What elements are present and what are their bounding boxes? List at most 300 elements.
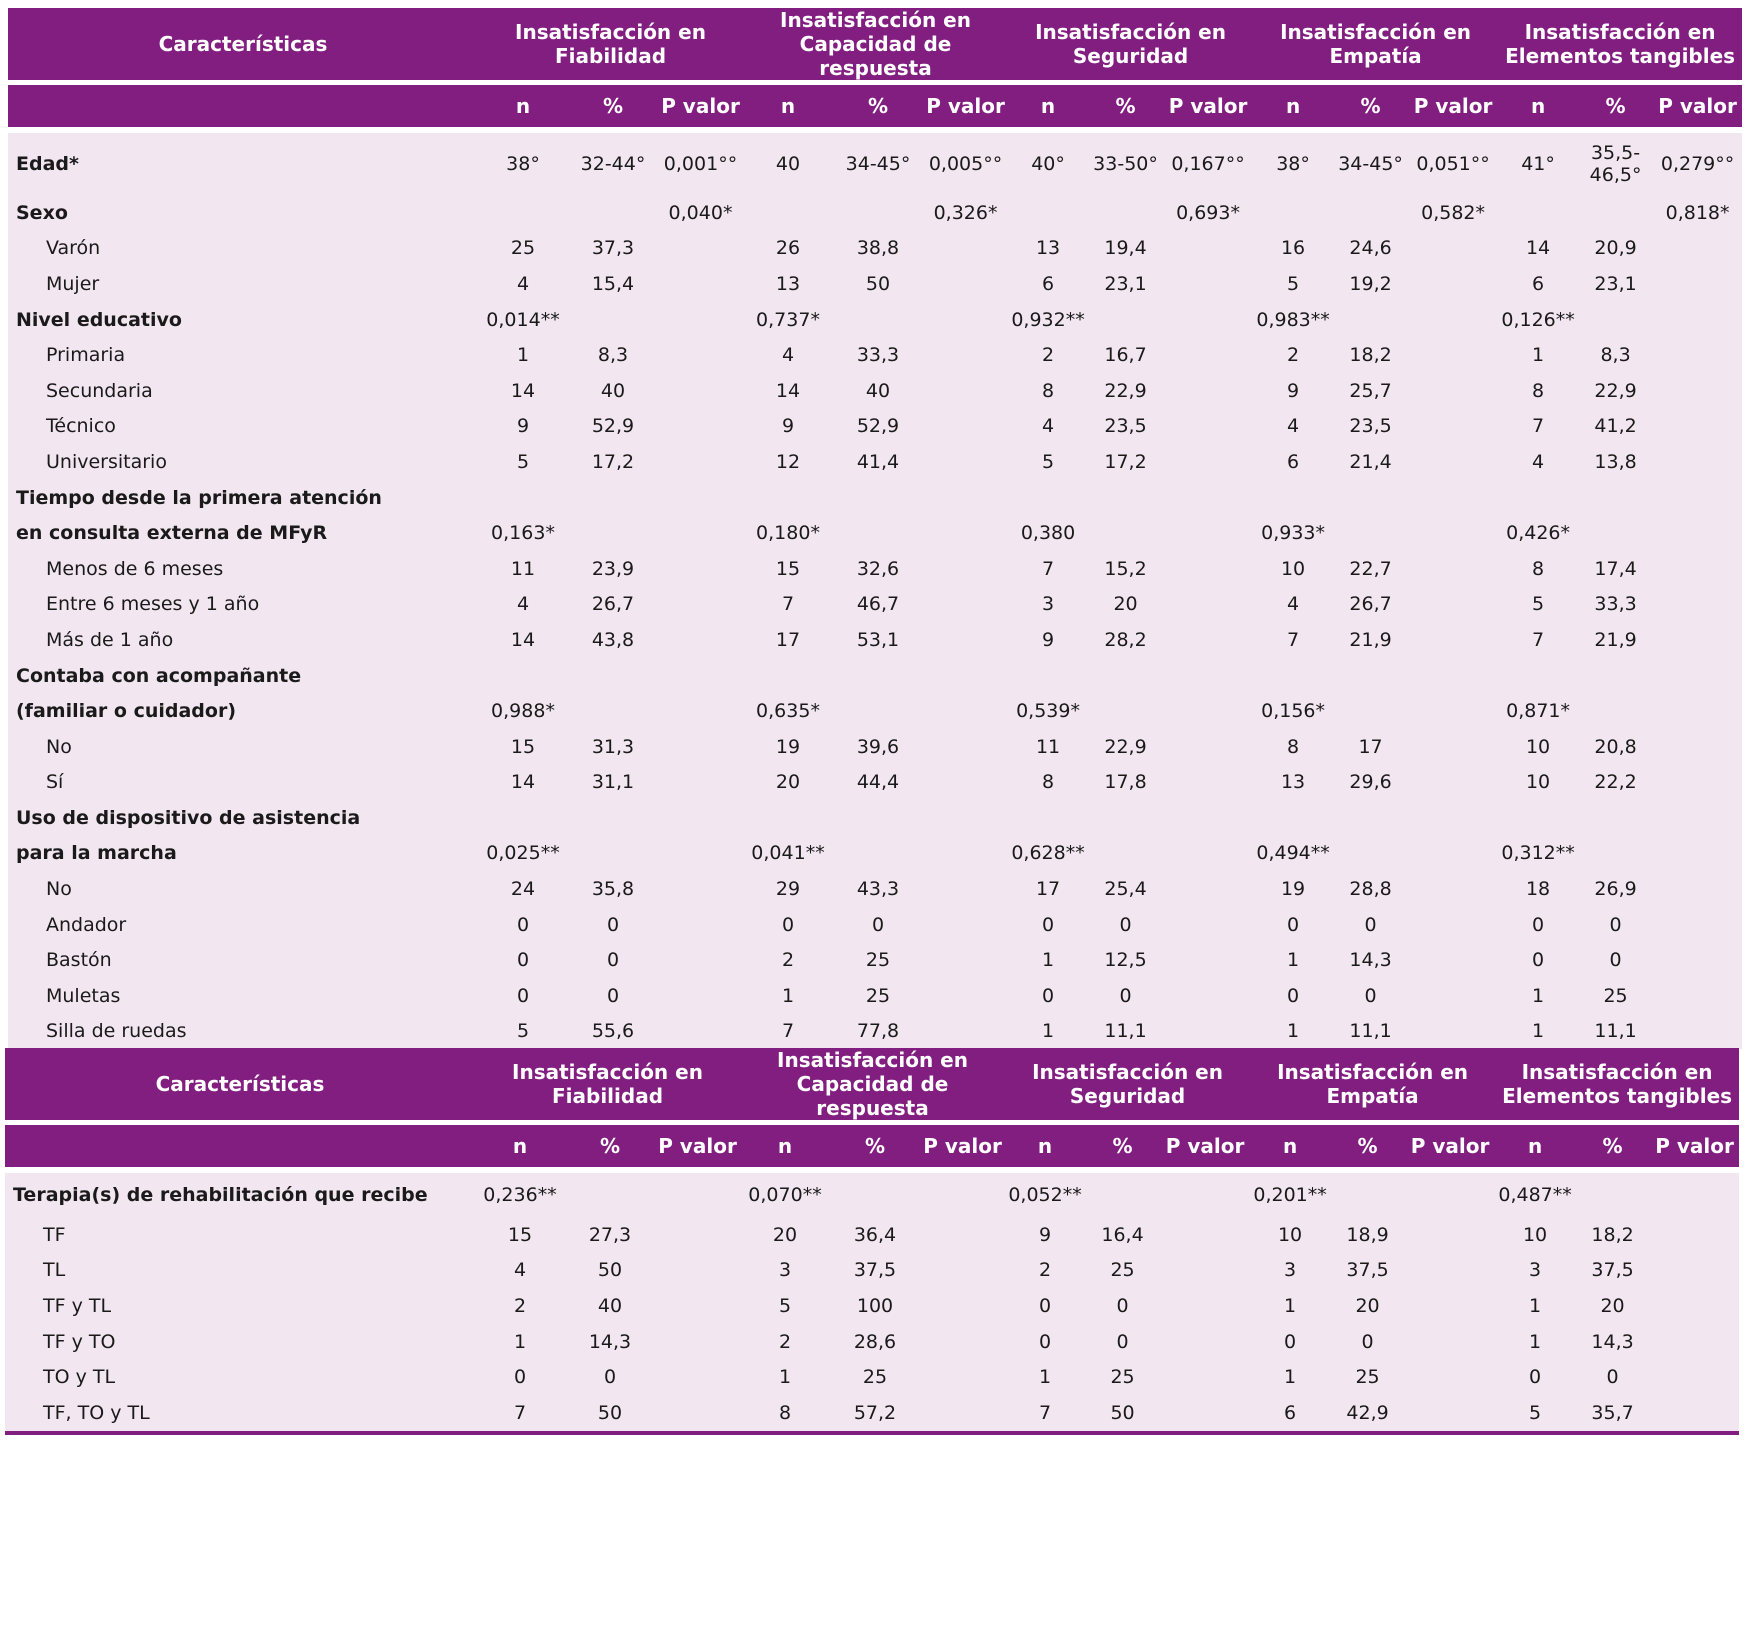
table-cell: 14,3 bbox=[565, 1324, 655, 1360]
table-cell: 6 bbox=[1498, 266, 1578, 302]
table-cell: 25 bbox=[1330, 1359, 1405, 1395]
table-row bbox=[8, 907, 1742, 943]
table-cell: 43,3 bbox=[833, 871, 923, 907]
table-cell: 5 bbox=[1008, 444, 1088, 480]
table-cell bbox=[923, 693, 1008, 729]
table-cell bbox=[833, 302, 923, 338]
table-row bbox=[5, 1288, 1739, 1324]
table-cell: 10 bbox=[1495, 1217, 1575, 1253]
row-label: Muletas bbox=[8, 978, 478, 1014]
table-cell bbox=[1333, 480, 1408, 516]
table-cell bbox=[1163, 551, 1253, 587]
table-cell: 5 bbox=[740, 1288, 830, 1324]
table-cell: 0,693* bbox=[1163, 195, 1253, 231]
table-row bbox=[8, 231, 1742, 267]
table-cell bbox=[1163, 693, 1253, 729]
table-cell: 42,9 bbox=[1330, 1395, 1405, 1433]
table-cell: 32,6 bbox=[833, 551, 923, 587]
table-cell: 0,326* bbox=[923, 195, 1008, 231]
table-cell bbox=[1333, 195, 1408, 231]
table-cell bbox=[1160, 1288, 1250, 1324]
header-capacidad-respuesta: Insatisfacción en Capacidad de respuesta bbox=[743, 8, 1008, 80]
table-cell bbox=[1163, 515, 1253, 551]
table-cell bbox=[1575, 1173, 1650, 1217]
table-cell: 37,5 bbox=[1330, 1253, 1405, 1289]
header-pct: % bbox=[830, 1125, 920, 1167]
table-cell: 17 bbox=[743, 622, 833, 658]
header-pct: % bbox=[1330, 1125, 1405, 1167]
table-cell bbox=[1578, 693, 1653, 729]
table-cell: 14 bbox=[1498, 231, 1578, 267]
table-row bbox=[8, 658, 1742, 694]
table-cell bbox=[1653, 337, 1742, 373]
table-cell: 33,3 bbox=[833, 337, 923, 373]
table-cell bbox=[658, 515, 743, 551]
header-pct: % bbox=[1575, 1125, 1650, 1167]
table-cell bbox=[923, 231, 1008, 267]
table-cell: 0 bbox=[1253, 978, 1333, 1014]
table-cell bbox=[1333, 302, 1408, 338]
table-cell: 0 bbox=[1575, 1359, 1650, 1395]
table-cell bbox=[1408, 836, 1498, 872]
row-label: Bastón bbox=[8, 942, 478, 978]
table-cell bbox=[833, 658, 923, 694]
table-cell bbox=[658, 693, 743, 729]
table-cell: 9 bbox=[1253, 373, 1333, 409]
row-label: No bbox=[8, 729, 478, 765]
table-cell: 0,582* bbox=[1408, 195, 1498, 231]
header-pct: % bbox=[565, 1125, 655, 1167]
table-cell bbox=[920, 1288, 1005, 1324]
table-cell: 100 bbox=[830, 1288, 920, 1324]
table-1-body bbox=[8, 133, 1742, 1049]
header-pvalor: P valor bbox=[1405, 1125, 1495, 1167]
table-cell bbox=[658, 978, 743, 1014]
table-cell bbox=[568, 302, 658, 338]
table-cell: 0 bbox=[1250, 1324, 1330, 1360]
table-cell bbox=[658, 337, 743, 373]
table-cell: 0 bbox=[1005, 1324, 1085, 1360]
table-cell: 34-45° bbox=[833, 133, 923, 195]
table-cell: 0,070** bbox=[740, 1173, 830, 1217]
table-cell bbox=[1330, 1173, 1405, 1217]
table-cell: 26,7 bbox=[568, 587, 658, 623]
table-cell: 0 bbox=[1495, 1359, 1575, 1395]
table-cell: 0 bbox=[743, 907, 833, 943]
table-cell: 0 bbox=[1333, 978, 1408, 1014]
table-cell bbox=[833, 836, 923, 872]
row-label: Edad* bbox=[8, 133, 478, 195]
header-fiabilidad: Insatisfacción en Fiabilidad bbox=[478, 8, 743, 80]
table-cell bbox=[743, 480, 833, 516]
header-n: n bbox=[743, 85, 833, 127]
table-cell bbox=[920, 1395, 1005, 1433]
table-cell bbox=[658, 622, 743, 658]
table-cell: 7 bbox=[743, 1014, 833, 1050]
table-cell: 55,6 bbox=[568, 1014, 658, 1050]
header-elementos-tangibles: Insatisfacción en Elementos tangibles bbox=[1498, 8, 1742, 80]
table-cell bbox=[1333, 658, 1408, 694]
table-cell: 8 bbox=[1008, 765, 1088, 801]
table-cell bbox=[923, 302, 1008, 338]
header-n: n bbox=[1495, 1125, 1575, 1167]
row-label: Entre 6 meses y 1 año bbox=[8, 587, 478, 623]
table-cell bbox=[1163, 729, 1253, 765]
table-cell bbox=[743, 800, 833, 836]
table-cell: 37,5 bbox=[1575, 1253, 1650, 1289]
table-cell: 1 bbox=[1250, 1359, 1330, 1395]
table-cell bbox=[1408, 622, 1498, 658]
table-cell: 8 bbox=[740, 1395, 830, 1433]
table-cell bbox=[1650, 1395, 1739, 1433]
table-cell: 3 bbox=[1495, 1253, 1575, 1289]
table-cell bbox=[923, 373, 1008, 409]
table-cell bbox=[923, 836, 1008, 872]
header-n: n bbox=[1498, 85, 1578, 127]
table-cell: 25 bbox=[833, 942, 923, 978]
table-cell: 11,1 bbox=[1333, 1014, 1408, 1050]
table-cell bbox=[658, 729, 743, 765]
table-cell bbox=[1650, 1253, 1739, 1289]
header-pvalor: P valor bbox=[920, 1125, 1005, 1167]
table-cell: 0,236** bbox=[475, 1173, 565, 1217]
table-cell bbox=[1163, 1014, 1253, 1050]
table-cell: 22,2 bbox=[1578, 765, 1653, 801]
table-cell: 52,9 bbox=[833, 409, 923, 445]
table-cell: 0 bbox=[1085, 1324, 1160, 1360]
table-cell: 57,2 bbox=[830, 1395, 920, 1433]
table-cell: 8,3 bbox=[1578, 337, 1653, 373]
table-cell: 13 bbox=[743, 266, 833, 302]
table-cell: 0,932** bbox=[1008, 302, 1088, 338]
table-cell: 0 bbox=[478, 907, 568, 943]
table-cell: 5 bbox=[478, 444, 568, 480]
table-cell bbox=[923, 587, 1008, 623]
table-cell bbox=[478, 195, 568, 231]
table-cell: 0,180* bbox=[743, 515, 833, 551]
table-cell: 50 bbox=[565, 1253, 655, 1289]
table-cell bbox=[1653, 409, 1742, 445]
table-cell bbox=[923, 622, 1008, 658]
header-row-groups bbox=[5, 1048, 1739, 1120]
table-cell bbox=[1405, 1288, 1495, 1324]
table-cell: 0,163* bbox=[478, 515, 568, 551]
table-cell: 41,4 bbox=[833, 444, 923, 480]
table-cell: 0 bbox=[1005, 1288, 1085, 1324]
table-cell: 24 bbox=[478, 871, 568, 907]
table-cell: 14,3 bbox=[1333, 942, 1408, 978]
table-cell bbox=[1408, 515, 1498, 551]
table-cell bbox=[923, 480, 1008, 516]
table-cell bbox=[833, 480, 923, 516]
header-caracteristicas: Características bbox=[5, 1048, 475, 1120]
table-cell: 46,7 bbox=[833, 587, 923, 623]
table-cell bbox=[1160, 1324, 1250, 1360]
row-label: Andador bbox=[8, 907, 478, 943]
table-cell: 35,8 bbox=[568, 871, 658, 907]
table-cell: 0,312** bbox=[1498, 836, 1578, 872]
table-row bbox=[8, 195, 1742, 231]
row-label: (familiar o cuidador) bbox=[8, 693, 478, 729]
header-empatia: Insatisfacción en Empatía bbox=[1250, 1048, 1495, 1120]
table-row bbox=[8, 444, 1742, 480]
header-pvalor: P valor bbox=[1408, 85, 1498, 127]
table-cell bbox=[658, 551, 743, 587]
table-cell: 13,8 bbox=[1578, 444, 1653, 480]
table-cell bbox=[920, 1253, 1005, 1289]
table-cell bbox=[920, 1359, 1005, 1395]
table-cell: 0,014** bbox=[478, 302, 568, 338]
table-cell: 41° bbox=[1498, 133, 1578, 195]
table-cell: 0 bbox=[568, 978, 658, 1014]
table-cell: 19 bbox=[1253, 871, 1333, 907]
table-cell bbox=[1653, 978, 1742, 1014]
row-label: Sexo bbox=[8, 195, 478, 231]
table-cell bbox=[1653, 836, 1742, 872]
table-cell bbox=[1163, 302, 1253, 338]
row-label: Sí bbox=[8, 765, 478, 801]
table-cell bbox=[1088, 195, 1163, 231]
table-cell: 4 bbox=[743, 337, 833, 373]
table-cell bbox=[478, 800, 568, 836]
table-row bbox=[5, 1253, 1739, 1289]
table-cell bbox=[658, 444, 743, 480]
table-cell bbox=[655, 1253, 740, 1289]
table-cell: 1 bbox=[1005, 1359, 1085, 1395]
table-cell bbox=[1653, 800, 1742, 836]
table-cell: 17 bbox=[1008, 871, 1088, 907]
table-row bbox=[8, 978, 1742, 1014]
table-cell: 0,025** bbox=[478, 836, 568, 872]
table-cell: 0 bbox=[565, 1359, 655, 1395]
table-cell bbox=[1163, 409, 1253, 445]
table-cell: 25 bbox=[478, 231, 568, 267]
table-cell bbox=[1405, 1324, 1495, 1360]
table-cell bbox=[1163, 942, 1253, 978]
row-label: Más de 1 año bbox=[8, 622, 478, 658]
header-empatia: Insatisfacción en Empatía bbox=[1253, 8, 1498, 80]
table-row bbox=[8, 373, 1742, 409]
header-pct: % bbox=[568, 85, 658, 127]
table-cell bbox=[923, 515, 1008, 551]
table-cell bbox=[1653, 907, 1742, 943]
table-cell: 1 bbox=[743, 978, 833, 1014]
table-cell: 0,052** bbox=[1005, 1173, 1085, 1217]
table-cell: 1 bbox=[1253, 942, 1333, 978]
table-cell: 19,2 bbox=[1333, 266, 1408, 302]
table-cell: 34-45° bbox=[1333, 133, 1408, 195]
table-cell: 13 bbox=[1008, 231, 1088, 267]
table-cell bbox=[1253, 480, 1333, 516]
table-cell bbox=[743, 195, 833, 231]
header-fiabilidad: Insatisfacción en Fiabilidad bbox=[475, 1048, 740, 1120]
header-n: n bbox=[740, 1125, 830, 1167]
table-cell: 0 bbox=[475, 1359, 565, 1395]
table-cell bbox=[1498, 800, 1578, 836]
table-cell bbox=[1653, 942, 1742, 978]
table-cell: 2 bbox=[1005, 1253, 1085, 1289]
table-cell bbox=[1653, 266, 1742, 302]
row-label: Silla de ruedas bbox=[8, 1014, 478, 1050]
table-cell: 0,167°° bbox=[1163, 133, 1253, 195]
table-cell bbox=[1333, 693, 1408, 729]
table-cell: 17,8 bbox=[1088, 765, 1163, 801]
table-cell bbox=[658, 871, 743, 907]
table-cell: 20 bbox=[743, 765, 833, 801]
table-cell bbox=[1408, 373, 1498, 409]
table-cell: 3 bbox=[1250, 1253, 1330, 1289]
table-cell bbox=[1653, 373, 1742, 409]
table-cell: 7 bbox=[1498, 622, 1578, 658]
table-row bbox=[8, 836, 1742, 872]
table-cell bbox=[1163, 337, 1253, 373]
table-cell: 7 bbox=[1005, 1395, 1085, 1433]
table-cell bbox=[1408, 587, 1498, 623]
table-cell bbox=[833, 195, 923, 231]
table-cell bbox=[658, 907, 743, 943]
table-cell: 1 bbox=[1498, 1014, 1578, 1050]
table-cell: 35,7 bbox=[1575, 1395, 1650, 1433]
table-cell bbox=[1408, 693, 1498, 729]
table-cell bbox=[655, 1395, 740, 1433]
table-cell bbox=[923, 765, 1008, 801]
table-cell: 15 bbox=[475, 1217, 565, 1253]
table-cell bbox=[923, 907, 1008, 943]
table-cell: 8 bbox=[1253, 729, 1333, 765]
table-cell bbox=[1578, 658, 1653, 694]
table-cell bbox=[1653, 480, 1742, 516]
table-cell bbox=[923, 978, 1008, 1014]
table-cell: 11 bbox=[1008, 729, 1088, 765]
table-row bbox=[5, 1217, 1739, 1253]
table-row bbox=[8, 942, 1742, 978]
header-pvalor: P valor bbox=[1650, 1125, 1739, 1167]
table-cell: 4 bbox=[475, 1253, 565, 1289]
table-cell: 28,2 bbox=[1088, 622, 1163, 658]
table-row bbox=[8, 693, 1742, 729]
table-cell: 2 bbox=[475, 1288, 565, 1324]
table-cell: 10 bbox=[1498, 765, 1578, 801]
table-cell: 4 bbox=[1253, 409, 1333, 445]
table-cell bbox=[1650, 1217, 1739, 1253]
table-cell bbox=[1653, 231, 1742, 267]
table-cell: 0 bbox=[478, 942, 568, 978]
table-cell: 32-44° bbox=[568, 133, 658, 195]
header-pct: % bbox=[1578, 85, 1653, 127]
table-row bbox=[8, 133, 1742, 195]
table-cell: 0 bbox=[1498, 907, 1578, 943]
table-cell: 14 bbox=[478, 765, 568, 801]
table-cell: 20 bbox=[740, 1217, 830, 1253]
table-cell bbox=[1498, 480, 1578, 516]
table-cell bbox=[1408, 942, 1498, 978]
table-cell: 19 bbox=[743, 729, 833, 765]
table-cell bbox=[568, 836, 658, 872]
table-cell bbox=[1408, 231, 1498, 267]
table-cell bbox=[658, 765, 743, 801]
table-cell bbox=[1088, 836, 1163, 872]
table-cell: 1 bbox=[1495, 1288, 1575, 1324]
table-cell: 25 bbox=[833, 978, 923, 1014]
table-cell bbox=[658, 836, 743, 872]
table-cell bbox=[658, 231, 743, 267]
table-cell: 40° bbox=[1008, 133, 1088, 195]
table-cell bbox=[1408, 800, 1498, 836]
table-cell: 23,1 bbox=[1578, 266, 1653, 302]
table-cell bbox=[920, 1217, 1005, 1253]
table-cell: 25,7 bbox=[1333, 373, 1408, 409]
table-cell bbox=[833, 515, 923, 551]
table-cell bbox=[923, 729, 1008, 765]
row-label: Menos de 6 meses bbox=[8, 551, 478, 587]
table-cell bbox=[1405, 1359, 1495, 1395]
row-label: Primaria bbox=[8, 337, 478, 373]
header-pvalor: P valor bbox=[1163, 85, 1253, 127]
table-cell: 0,983** bbox=[1253, 302, 1333, 338]
table-cell: 1 bbox=[740, 1359, 830, 1395]
table-cell: 15 bbox=[478, 729, 568, 765]
table-cell bbox=[833, 693, 923, 729]
table-cell: 21,9 bbox=[1333, 622, 1408, 658]
table-row bbox=[8, 1014, 1742, 1050]
table-cell: 25,4 bbox=[1088, 871, 1163, 907]
table-cell: 7 bbox=[743, 587, 833, 623]
table-cell bbox=[658, 658, 743, 694]
table-cell: 9 bbox=[478, 409, 568, 445]
table-row bbox=[8, 800, 1742, 836]
table-cell: 21,4 bbox=[1333, 444, 1408, 480]
table-cell bbox=[1008, 195, 1088, 231]
table-cell: 31,3 bbox=[568, 729, 658, 765]
table-cell: 1 bbox=[1253, 1014, 1333, 1050]
table-cell: 0,041** bbox=[743, 836, 833, 872]
table-cell bbox=[923, 871, 1008, 907]
table-cell: 44,4 bbox=[833, 765, 923, 801]
table-cell: 5 bbox=[1498, 587, 1578, 623]
table-cell: 7 bbox=[1008, 551, 1088, 587]
table-cell: 50 bbox=[565, 1395, 655, 1433]
table-cell: 0 bbox=[568, 942, 658, 978]
table-cell: 0 bbox=[1085, 1288, 1160, 1324]
table-cell: 38° bbox=[478, 133, 568, 195]
table-cell bbox=[1578, 302, 1653, 338]
table-cell: 20,8 bbox=[1578, 729, 1653, 765]
table-cell bbox=[1163, 765, 1253, 801]
table-cell bbox=[478, 658, 568, 694]
header-n: n bbox=[478, 85, 568, 127]
table-cell: 3 bbox=[740, 1253, 830, 1289]
table-cell: 0 bbox=[1088, 907, 1163, 943]
table-cell bbox=[1408, 765, 1498, 801]
table-cell: 37,5 bbox=[830, 1253, 920, 1289]
table-cell bbox=[1008, 658, 1088, 694]
table-cell: 0,635* bbox=[743, 693, 833, 729]
table-cell: 23,9 bbox=[568, 551, 658, 587]
table-cell: 13 bbox=[1253, 765, 1333, 801]
table-cell bbox=[1163, 622, 1253, 658]
table-cell: 14 bbox=[743, 373, 833, 409]
table-cell: 27,3 bbox=[565, 1217, 655, 1253]
table-cell bbox=[568, 693, 658, 729]
table-cell bbox=[1085, 1173, 1160, 1217]
table-cell bbox=[1088, 800, 1163, 836]
table-cell bbox=[658, 800, 743, 836]
table-cell bbox=[1653, 515, 1742, 551]
table-cell: 17 bbox=[1333, 729, 1408, 765]
table-cell: 19,4 bbox=[1088, 231, 1163, 267]
table-cell: 28,6 bbox=[830, 1324, 920, 1360]
table-cell: 0,051°° bbox=[1408, 133, 1498, 195]
